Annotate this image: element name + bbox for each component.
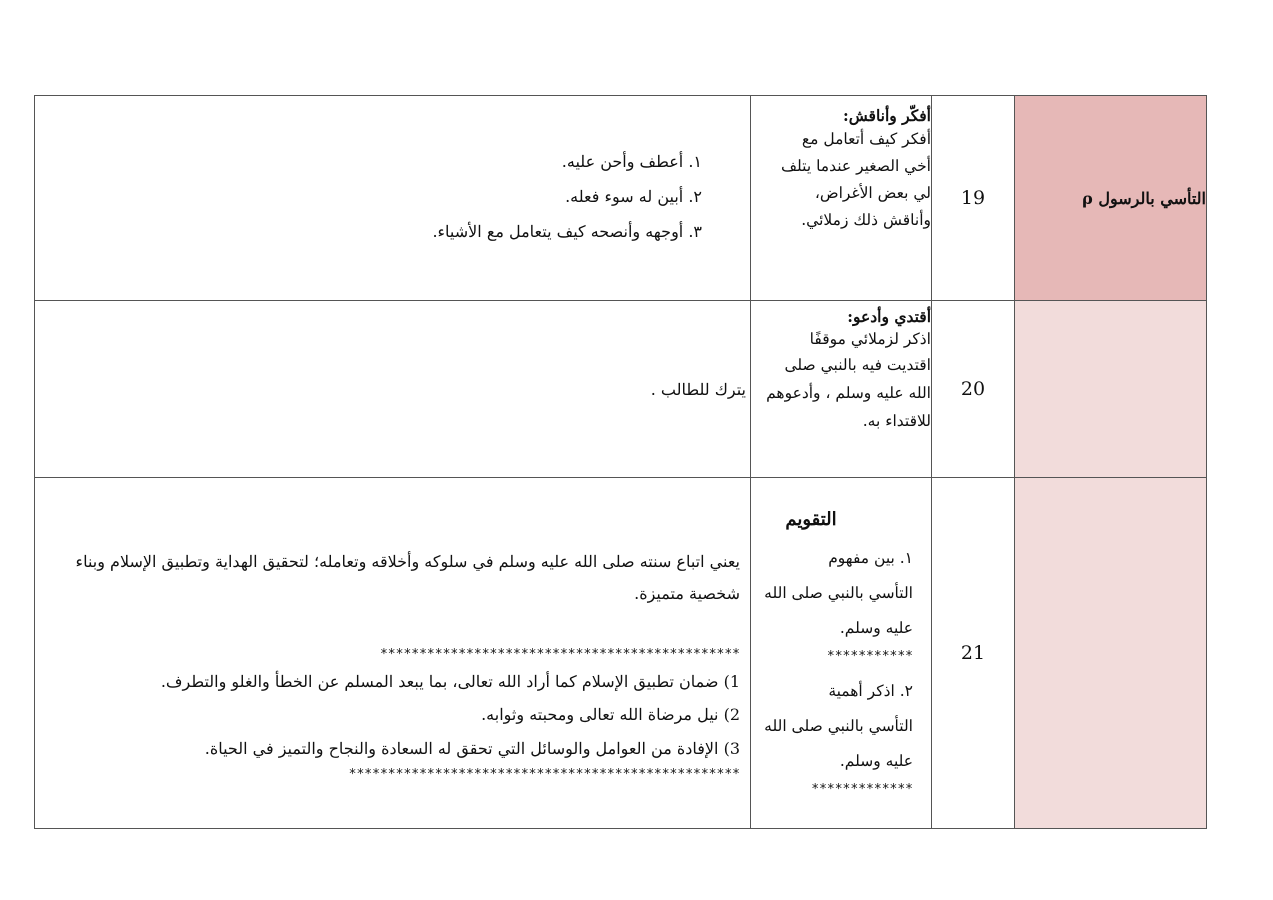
question-line: التأسي بالنبي صلى الله bbox=[764, 717, 913, 735]
list-item: 3) الإفادة من العوامل والوسائل التي تحقق له السعادة والنجاح والتميز في الحياة. bbox=[204, 739, 740, 758]
row-number: 19 bbox=[932, 96, 1015, 301]
activity-line: لي بعض الأغراض، bbox=[814, 184, 931, 202]
lesson-table bbox=[34, 95, 1207, 829]
lesson-title-cell bbox=[1015, 301, 1207, 478]
activity-cell bbox=[751, 96, 932, 301]
list-item: 1) ضمان تطبيق الإسلام كما أراد الله تعالى، بما يبعد المسلم عن الخطأ والغلو والتطرف. bbox=[160, 672, 740, 691]
list-item: 2) نيل مرضاة الله تعالى ومحبته وثوابه. bbox=[481, 705, 740, 724]
separator-stars: ************************************************** bbox=[348, 767, 740, 782]
answer-cell bbox=[35, 96, 751, 301]
activity-line: اقتديت فيه بالنبي صلى bbox=[784, 356, 931, 374]
table-row bbox=[35, 96, 1207, 301]
list-item: ٣. أوجهه وأنصحه كيف يتعامل مع الأشياء. bbox=[432, 222, 702, 241]
activity-heading: أفكّر وأناقش: bbox=[843, 106, 931, 125]
question-line: ١. بين مفهوم bbox=[828, 549, 913, 567]
lesson-title-cell bbox=[1015, 96, 1207, 301]
table-row bbox=[35, 478, 1207, 829]
separator-stars: *********** bbox=[826, 649, 913, 664]
separator-stars: ********************************************** bbox=[379, 647, 740, 662]
activity-line: للاقتداء به. bbox=[862, 412, 931, 430]
question-line: ٢. اذكر أهمية bbox=[828, 682, 913, 700]
lesson-title: التأسي بالرسول ρ bbox=[1082, 188, 1206, 208]
activity-line: أفكر كيف أتعامل مع bbox=[801, 130, 931, 148]
activity-line: وأناقش ذلك زملائي. bbox=[801, 211, 931, 229]
question-line: عليه وسلم. bbox=[839, 619, 913, 637]
activity-line: الله عليه وسلم ، وأدعوهم bbox=[766, 384, 931, 402]
row-number: 20 bbox=[932, 301, 1015, 478]
answer-text: يترك للطالب . bbox=[650, 379, 746, 399]
answer-list bbox=[45, 144, 702, 249]
list-item: ٢. أبين له سوء فعله. bbox=[565, 187, 702, 206]
answer-cell bbox=[35, 478, 751, 829]
list-item: ١. أعطف وأحن عليه. bbox=[561, 152, 702, 171]
question-line: عليه وسلم. bbox=[839, 752, 913, 770]
row-number: 21 bbox=[932, 478, 1015, 829]
activity-line: اذكر لزملائي موقفًا bbox=[809, 330, 931, 348]
table-row bbox=[35, 301, 1207, 478]
answer-cell bbox=[35, 301, 751, 478]
lesson-title-cell bbox=[1015, 478, 1207, 829]
question-line: التأسي بالنبي صلى الله bbox=[764, 584, 913, 602]
evaluation-cell bbox=[751, 478, 932, 829]
separator-stars: ************* bbox=[811, 782, 913, 797]
activity-cell bbox=[751, 301, 932, 478]
evaluation-heading: التقويم bbox=[785, 509, 837, 530]
activity-heading: أقتدي وأدعو: bbox=[847, 307, 931, 326]
activity-line: أخي الصغير عندما يتلف bbox=[780, 157, 931, 175]
definition-text: يعني اتباع سنته صلى الله عليه وسلم في سلوكه وأخلاقه وتعامله؛ لتحقيق الهداية وتطبيق الإسلام وبناء شخصية متميزة. bbox=[75, 552, 740, 603]
